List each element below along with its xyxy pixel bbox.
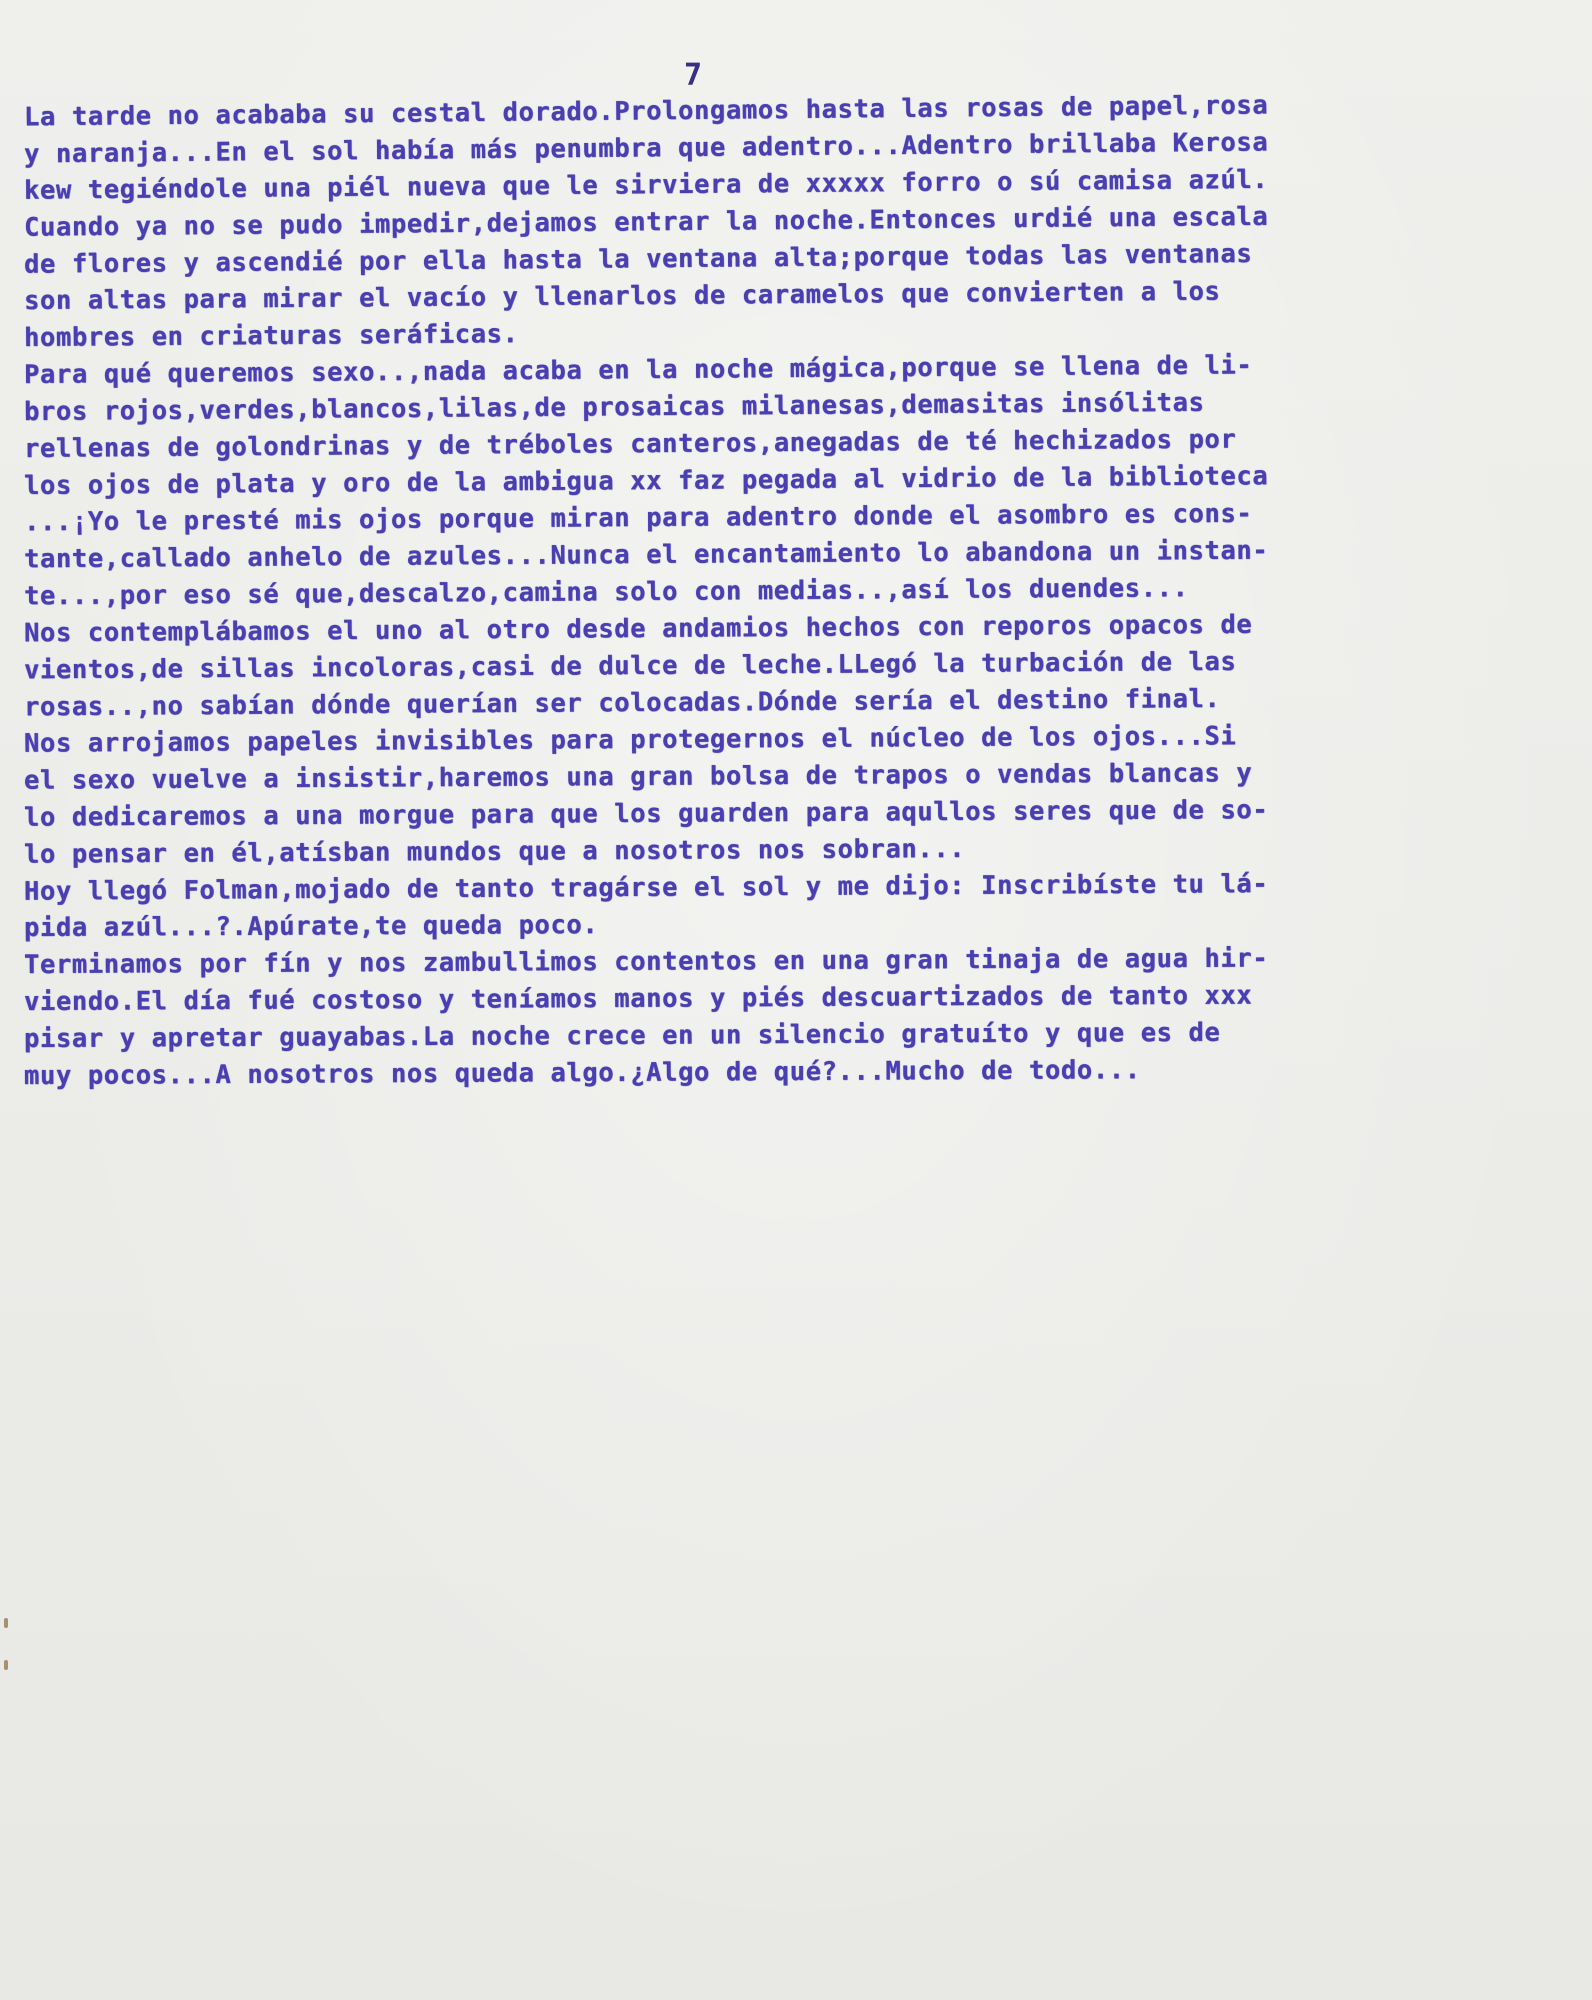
text-line: el sexo vuelve a insistir,haremos una gran bolsa de trapos o vendas blancas y [23, 758, 1253, 796]
text-line: pida azúl...?.Apúrate,te queda poco. [23, 910, 599, 944]
typewritten-text-body [24, 92, 1564, 1091]
text-line: los ojos de plata y oro de la ambigua xx faz pegada al vidrio de la biblioteca [23, 461, 1269, 502]
text-line: te...,por eso sé que,descalzo,camina solo con medias..,así los duendes... [23, 573, 1189, 612]
text-line: son altas para mirar el vacío y llenarlos de caramelos que convierten a los [23, 276, 1221, 317]
text-line: La tarde no acababa su cestal dorado.Prolongamos hasta las rosas de papel,rosa [23, 90, 1269, 133]
text-line: ...¡Yo le presté mis ojos porque miran para adentro donde el asombro es cons- [23, 498, 1253, 538]
text-line: lo pensar en él,atísban mundos que a nosotros nos sobran... [23, 833, 966, 870]
text-line: de flores y ascendié por ella hasta la ventana alta;porque todas las ventanas [23, 239, 1253, 280]
paper-edge-mark [4, 1618, 8, 1628]
text-line: Hoy llegó Folman,mojado de tanto tragárse el sol y me dijo: Inscribíste tu lá- [23, 869, 1269, 907]
text-line: Nos arrojamos papeles invisibles para protegernos el núcleo de los ojos...Si [23, 721, 1237, 759]
text-line: viendo.El día fué costoso y teníamos manos y piés descuartizados de tanto xxx [23, 980, 1253, 1018]
text-line: y naranja...En el sol había más penumbra que adentro...Adentro brillaba Kerosa [23, 127, 1269, 170]
text-line: tante,callado anhelo de azules...Nunca el encantamiento lo abandona un instan- [23, 535, 1269, 575]
paper-edge-mark [4, 1660, 8, 1670]
text-line: bros rojos,verdes,blancos,lilas,de prosaicas milanesas,demasitas insólitas [23, 387, 1205, 428]
text-line: muy pocos...A nosotros nos queda algo.¿Algo de qué?...Mucho de todo... [23, 1055, 1141, 1092]
text-line: lo dedicaremos a una morgue para que los guarden para aqullos seres que de so- [23, 795, 1269, 833]
text-line: Para qué queremos sexo..,nada acaba en la noche mágica,porque se llena de li- [23, 350, 1253, 391]
page-number: 7 [684, 58, 703, 93]
text-line: Nos contemplábamos el uno al otro desde andamios hechos con reporos opacos de [23, 609, 1253, 649]
text-line: rosas..,no sabían dónde querían ser colocadas.Dónde sería el destino final. [23, 684, 1221, 723]
text-line: Terminamos por fín y nos zambullimos contentos en una gran tinaja de agua hir- [23, 943, 1269, 981]
text-line: rellenas de golondrinas y de tréboles canteros,anegadas de té hechizados por [23, 424, 1237, 465]
text-line: Cuando ya no se pudo impedir,dejamos entrar la noche.Entonces urdié una escala [23, 201, 1269, 243]
text-line: kew tegiéndole una piél nueva que le sirviera de xxxxx forro o sú camisa azúl. [23, 164, 1269, 206]
text-line: vientos,de sillas incoloras,casi de dulce de leche.LLegó la turbación de las [23, 646, 1237, 686]
text-line: hombres en criaturas seráficas. [23, 319, 519, 354]
text-line: pisar y apretar guayabas.La noche crece en un silencio gratuíto y que es de [23, 1017, 1221, 1055]
